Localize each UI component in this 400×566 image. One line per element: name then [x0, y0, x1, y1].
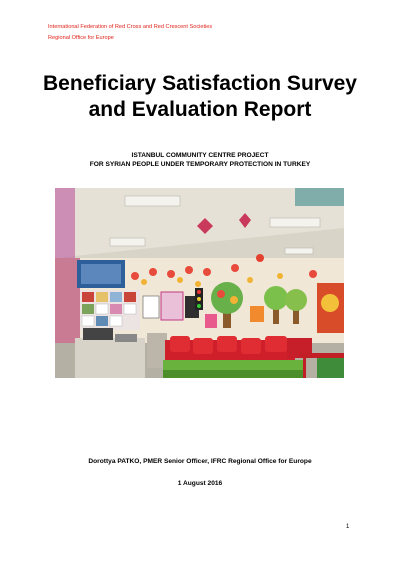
- page-number: 1: [346, 524, 350, 530]
- author-line: Dorottya PATKO, PMER Senior Officer, IFRC Regional Office for Europe: [88, 458, 312, 465]
- report-title-line-2: and Evaluation Report: [88, 98, 312, 121]
- project-subtitle-line-1: ISTANBUL COMMUNITY CENTRE PROJECT: [131, 152, 269, 159]
- cover-photo: [55, 188, 344, 378]
- project-subtitle-line-2: FOR SYRIAN PEOPLE UNDER TEMPORARY PROTECTION IN TURKEY: [89, 161, 311, 168]
- report-title-line-1: Beneficiary Satisfaction Survey: [43, 72, 357, 95]
- regional-office-name: Regional Office for Europe: [48, 35, 114, 41]
- organization-name: International Federation of Red Cross and Red Crescent Societies: [48, 24, 213, 30]
- report-date: 1 August 2016: [177, 480, 223, 487]
